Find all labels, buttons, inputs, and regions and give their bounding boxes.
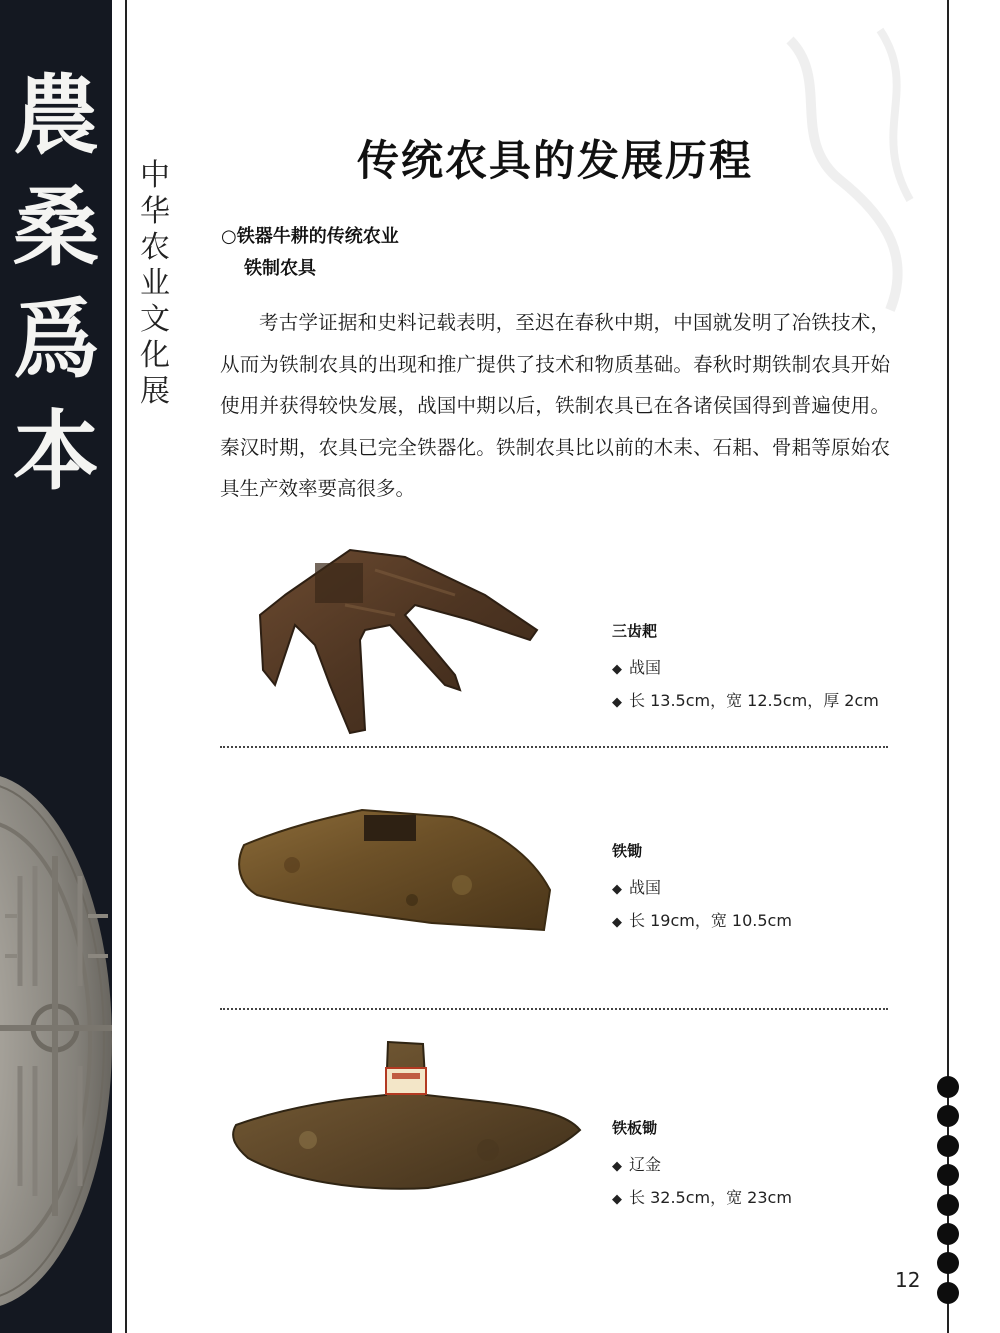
artifact-name: 铁锄 <box>612 842 643 860</box>
iron-plate-hoe-image <box>228 1040 583 1195</box>
subtitle-char: 华 <box>140 194 170 229</box>
three-tooth-rake-image <box>255 545 545 740</box>
calligraphy-char: 爲 <box>13 289 99 390</box>
artifact-period: 战国 <box>629 878 662 897</box>
artifact-dimensions-line <box>612 908 902 931</box>
dotted-divider <box>220 1008 888 1010</box>
dot-ornament <box>937 1194 959 1216</box>
artifact-dimensions-line <box>612 688 902 711</box>
sub-heading: 铁制农具 <box>244 258 316 279</box>
artifact-period-line <box>612 875 902 898</box>
artifact-dimensions-line <box>612 1185 902 1208</box>
dot-ornament <box>937 1252 959 1274</box>
calligraphy-char: 桑 <box>13 177 99 278</box>
diamond-bullet-icon: ◆ <box>612 1159 622 1174</box>
calligraphy-title <box>0 60 112 508</box>
subtitle-char: 展 <box>140 374 170 409</box>
artifact-period-line <box>612 655 902 678</box>
artifact-caption <box>612 1117 902 1218</box>
calligraphy-char: 農 <box>13 65 99 166</box>
diamond-bullet-icon: ◆ <box>612 915 622 930</box>
dot-ornament <box>937 1105 959 1127</box>
artifact-dimensions: 长 32.5cm，宽 23cm <box>629 1188 792 1207</box>
subtitle-char: 农 <box>140 230 170 265</box>
artifact-caption <box>612 620 902 721</box>
artifact-period: 战国 <box>629 658 662 677</box>
subtitle-char: 中 <box>140 158 170 193</box>
section-heading: ○铁器牛耕的传统农业 <box>221 226 399 247</box>
diamond-bullet-icon: ◆ <box>612 1192 622 1207</box>
subtitle-char: 业 <box>140 266 170 301</box>
left-vertical-rule <box>125 0 127 1333</box>
artifact-caption <box>612 840 902 941</box>
body-paragraph: 考古学证据和史料记载表明，至迟在春秋中期，中国就发明了冶铁技术，从而为铁制农具的出现和推广提供了技术和物质基础。春秋时期铁制农具开始使用并获得较快发展，战国中期以后，铁制农具已在各诸侯国得到普遍使用。秦汉时期，农具已完全铁器化。铁制农具比以前的木耒、石耜、骨耜等原始农具生产效率要高很多。 <box>220 311 890 500</box>
calligraphy-char: 本 <box>13 401 99 502</box>
diamond-bullet-icon: ◆ <box>612 882 622 897</box>
stone-medallion-image <box>0 766 112 1316</box>
artifact-period-line <box>612 1152 902 1175</box>
dot-ornament <box>937 1076 959 1098</box>
dot-ornament <box>937 1223 959 1245</box>
page-number: 12 <box>895 1268 921 1292</box>
page-title: 传统农具的发展历程 <box>356 136 753 185</box>
dot-ornament <box>937 1164 959 1186</box>
dot-ornament <box>937 1282 959 1304</box>
iron-hoe-image <box>232 805 554 935</box>
decorative-dots <box>937 1076 961 1311</box>
artifact-dimensions: 长 19cm，宽 10.5cm <box>629 911 792 930</box>
dotted-divider <box>220 746 888 748</box>
subtitle-char: 文 <box>140 302 170 337</box>
diamond-bullet-icon: ◆ <box>612 695 622 710</box>
vertical-exhibition-subtitle <box>135 158 175 410</box>
artifact-dimensions: 长 13.5cm，宽 12.5cm，厚 2cm <box>629 691 879 710</box>
artifact-name: 铁板锄 <box>612 1119 658 1137</box>
artifact-name: 三齿耙 <box>612 622 658 640</box>
dot-ornament <box>937 1135 959 1157</box>
diamond-bullet-icon: ◆ <box>612 662 622 677</box>
artifact-period: 辽金 <box>629 1155 662 1174</box>
subtitle-char: 化 <box>140 338 170 373</box>
